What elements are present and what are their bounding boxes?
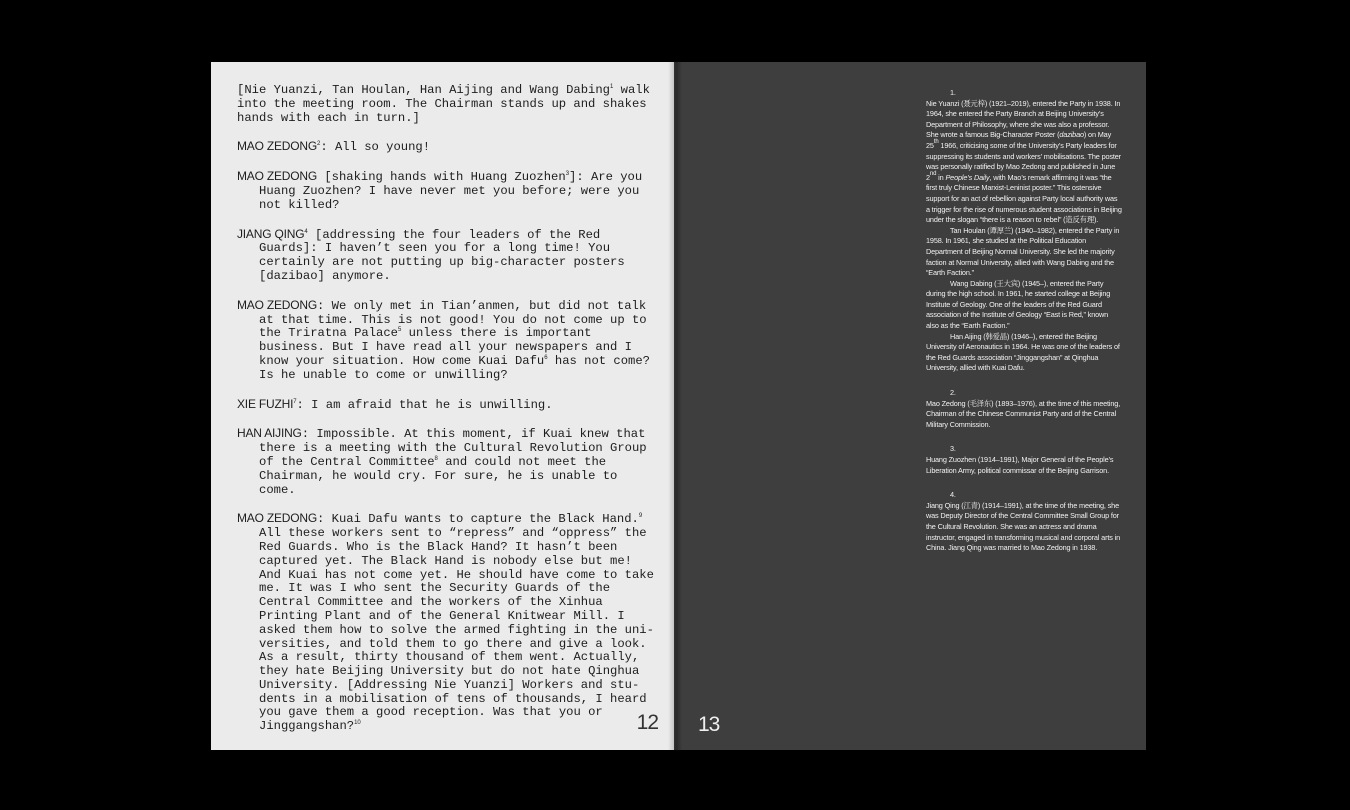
footnote-paragraph (926, 399, 1122, 431)
text-run: walk into the meeting room. The Chairman stands up and shakes hands with each in turn.] (237, 83, 650, 125)
footnote-ref: 3 (565, 171, 570, 178)
text-run: Tan Houlan (谭厚兰) (1940–1982), entered the Party in 1958. In 1961, she studied at the Political Education Department of Beijing Normal University. She led the majority faction at Normal University, allied with Wang Dabing and the “Earth Faction.” (926, 225, 1120, 278)
text-run: Han Aijing (韩爱晶) (1946–), entered the Beijing University of Aeronautics in 1964. He was one of the leaders of the Red Guards association “Jinggangshan” at Qinghua University, allied with Kuai Dafu. (926, 331, 1120, 373)
text-run: , with Mao’s remark affirming it was “the first truly Chinese Marxist-Leninist poster.” This ostensive support for an act of rebellion against Party local authority was a trigger for the rise of numerous student associations in Beijing under the slogan “there is a reason to rebel” (造反有理). (926, 172, 1122, 225)
text-run: : Kuai Dafu wants to capture the Black Hand. (317, 512, 639, 527)
text-run: ]: Are you Huang Zuozhen? I have never met you before; were you not killed? (259, 170, 643, 212)
footnote-ref: 6 (544, 354, 548, 361)
text-run: : I am afraid that he is unwilling. (296, 397, 553, 412)
footnote-paragraph (926, 226, 1122, 279)
footnote-ref: th (933, 138, 939, 145)
dialogue-line (237, 398, 657, 413)
speaker-name: MAO ZEDONG (237, 169, 318, 184)
footnote-ref: 2 (317, 141, 321, 148)
text-run: in (936, 172, 946, 182)
text-run: Huang Zuozhen (1914–1991), Major General of the People’s Liberation Army, political commissar of the Beijing Garrison. (926, 455, 1114, 475)
footnote-paragraph (926, 279, 1122, 332)
footnote-number: 2. (950, 388, 956, 398)
text-run: : Impossible. At this moment, if Kuai knew that there is a meeting with the Cultural Revolution Group of the Central Committee (259, 427, 647, 469)
text-run: and could not meet the Chairman, he would cry. For sure, he is unable to come. (259, 454, 618, 497)
text-run: : All so young! (320, 140, 431, 155)
footnote-ref: 7 (293, 398, 297, 405)
footnote-number: 3. (950, 444, 956, 454)
speaker-name: HAN AIJING (237, 426, 302, 441)
text-run: [shaking hands with Huang Zuozhen (317, 170, 566, 185)
dialogue-line (237, 170, 657, 212)
footnote (926, 444, 1122, 476)
text-run: unless there is important business. But I have read all your newspapers and I know your situation. How come Kuai Dafu (259, 326, 632, 368)
dialogue-line (237, 427, 657, 497)
footnote-ref: 1 (610, 84, 614, 90)
text-run: Jiang Qing (江青) (1914–1991), at the time of the meeting, she was Deputy Director of the Central Committee Small Group for the Cultural Revolution. She was an actress and drama instructor, engaged in transforming musical and corporal arts in China. Jiang Qing was married to Mao Zedong in 1938. (926, 500, 1121, 553)
footnote-ref: 5 (397, 327, 402, 334)
page-number-left: 12 (636, 711, 658, 734)
dialogue-line (237, 140, 657, 155)
footnote (926, 388, 1122, 430)
footnote-ref: 4 (304, 228, 308, 235)
text-run: [addressing the four leaders of the Red Guards]: I haven’t seen you for a long time! You certainly are not putting up big-character posters [dazibao] anymore. (259, 227, 625, 283)
text-run: Nie Yuanzi (聂元梓) (1921–2019), entered the Party in 1938. In 1964, she entered the Party Branch at Beijing University’s Department of Philosophy, where she was also a professor. She wrote a famous Big-Character Poster ( (926, 98, 1121, 140)
footnote-paragraph (926, 455, 1122, 476)
script-text (237, 84, 657, 749)
text-run: [Nie Yuanzi, Tan Houlan, Han Aijing and Wang Dabing (237, 83, 610, 97)
footnote-paragraph (926, 501, 1122, 554)
speaker-name: XIE FUZHI (237, 396, 294, 411)
dialogue-line (237, 228, 657, 284)
footnote-ref: 10 (354, 720, 361, 727)
text-run: has not come? Is he unable to come or unwilling? (259, 353, 650, 382)
stage-direction (237, 84, 657, 125)
text-run: All these workers sent to “repress” and “oppress” the Red Guards. Who is the Black Hand? It hasn’t been captured yet. The Black Hand is nobody else but me! And Kuai has not come yet. He should have come to take me. It was I who sent the Security Guards of the Central Committee and the workers of the Xinhua Printing Plant and of the General Knitwear Mill. I asked them how to solve the armed fighting in the universities, and told them to go there and give a look. As a result, thirty thousand of them went. Actually, they hate Beijing University but do not hate Qinghua University. [Addressing Nie Yuanzi] Workers and students in a mobilisation of tens of thousands, I heard you gave them a good reception. Was that you or Jinggangshan? (259, 526, 654, 734)
footnote-ref: 8 (434, 455, 438, 462)
footnote-ref: nd (929, 170, 937, 177)
footnote (926, 490, 1122, 554)
italic-run: People’s Daily (945, 172, 990, 182)
text-run: : We only met in Tian’anmen, but did not talk at that time. This is not good! You do not come up to the Triratna Palace (259, 298, 647, 341)
italic-run: dazibao (1059, 130, 1084, 140)
footnote-paragraph (926, 332, 1122, 374)
footnote-paragraph (926, 99, 1122, 226)
text-run: ) on May 25 (926, 130, 1112, 150)
footnote-number: 1. (950, 88, 956, 97)
footnotes (926, 88, 1122, 568)
footnote (926, 88, 1122, 374)
footnote-ref: 9 (638, 513, 643, 520)
text-run: Mao Zedong (毛泽东) (1893–1976), at the time of this meeting, Chairman of the Chinese Communist Party and of the Central Military Commission. (926, 398, 1121, 429)
speaker-name: MAO ZEDONG (237, 511, 318, 526)
dialogue-line (237, 299, 657, 383)
dialogue-line (237, 512, 657, 734)
text-run: Wang Dabing (王大宾) (1945–), entered the Party during the high school. In 1961, he started college at Beijing Institute of Geology. One of the leaders of the Red Guard association of the Institute of Geology “East is Red,” known also as the “Earth Faction.” (926, 278, 1111, 331)
text-run: 1966, criticising some of the University’s Party leaders for suppressing its students and workers’ mobilisations. The poster was personally ratified by Mao Zedong and published in June 2 (926, 140, 1121, 182)
right-page (674, 62, 1146, 750)
book-spine (668, 62, 682, 750)
page-number-right: 13 (698, 713, 720, 736)
speaker-name: MAO ZEDONG (237, 139, 318, 154)
left-page (211, 62, 674, 750)
speaker-name: MAO ZEDONG (237, 297, 318, 312)
footnote-number: 4. (950, 490, 956, 500)
speaker-name: JIANG QING (237, 226, 305, 241)
